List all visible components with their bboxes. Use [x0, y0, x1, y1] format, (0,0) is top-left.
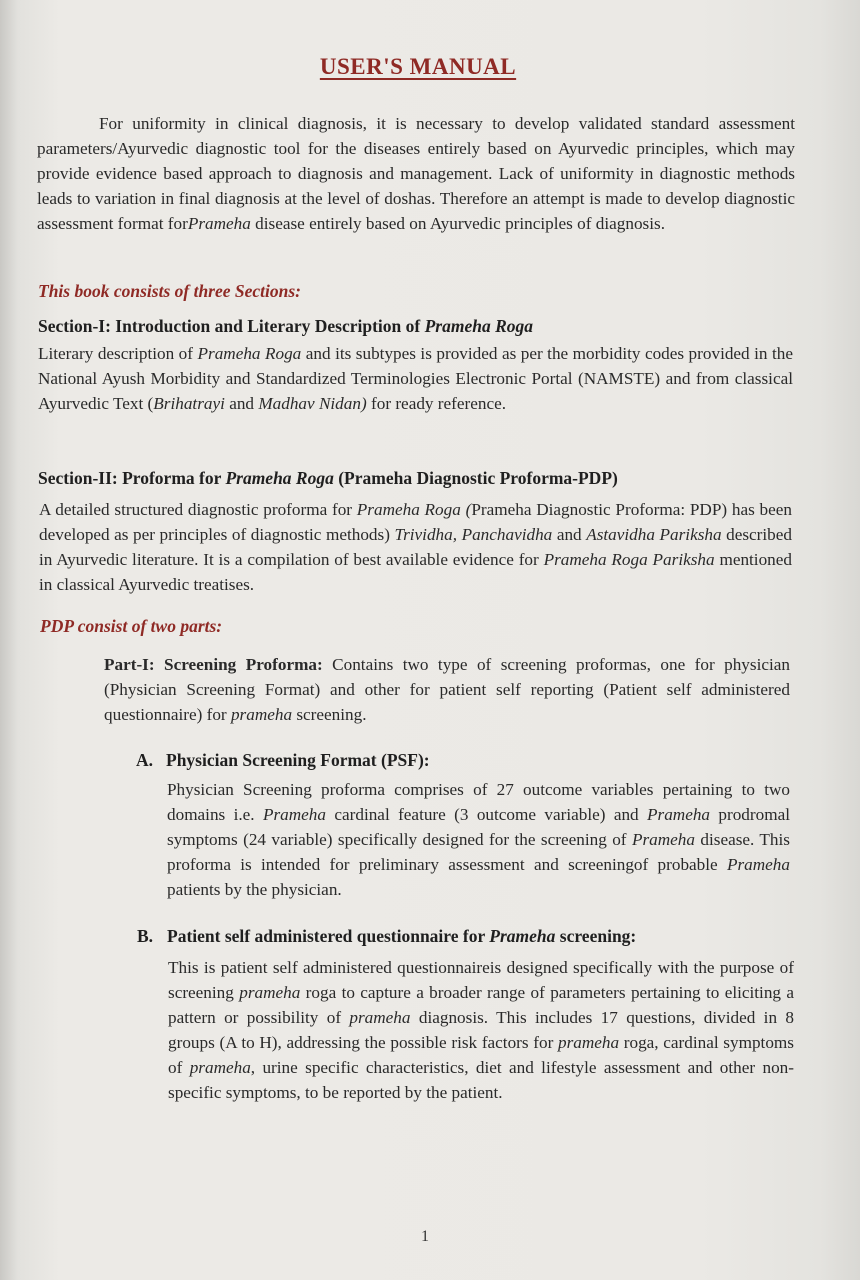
- subsection-b-heading: B. Patient self administered questionnaire for Prameha screening:: [137, 926, 637, 946]
- part1-paragraph: Part-I: Screening Proforma: Contains two type of screening proformas, one for physician (Physician Screening Format) and other for patient self reporting (Patient self administered questionnaire) for prameha screening.: [104, 655, 790, 724]
- sections-heading: This book consists of three Sections:: [38, 281, 302, 301]
- intro-paragraph: [37, 111, 795, 236]
- page-title: USER'S MANUAL: [319, 54, 517, 79]
- subsection-a-paragraph: Physician Screening proforma comprises of 27 outcome variables pertaining to two domains i.e. Prameha cardinal feature (3 outcome variable) and Prameha prodromal symptoms (24 variable) specifically designed for the screening of Prameha disease. This proforma is intended for preliminary assessment and screeningof probable Prameha patients by the physician.: [167, 780, 790, 899]
- section1-heading: Section-I: Introduction and Literary Description of Prameha Roga: [38, 316, 534, 336]
- intro-italic: Prameha: [187, 214, 251, 233]
- intro-text-end: disease entirely based on Ayurvedic principles of diagnosis.: [250, 214, 666, 233]
- section1-paragraph: Literary description of Prameha Roga and its subtypes is provided as per the morbidity codes provided in the National Ayush Morbidity and Standardized Terminologies Electronic Portal (NAMSTE) and from classical Ayurvedic Text (Brihatrayi and Madhav Nidan) for ready reference.: [38, 344, 793, 413]
- intro-text: For uniformity in clinical diagnosis, it is necessary to develop validated standard assessment parameters/Ayurvedic diagnostic tool for the diseases entirely based on Ayurvedic principles, which may provide evidence based approach to diagnosis and management. Lack of uniformity in diagnostic methods leads to variation in final diagnosis at the level of doshas. Therefore an attempt is made to develop diagnostic assessment format for: [37, 114, 795, 233]
- subsection-b-paragraph: This is patient self administered questionnaireis designed specifically with the purpose of screening prameha roga to capture a broader range of parameters pertaining to eliciting a pattern or possibility of prameha diagnosis. This includes 17 questions, divided in 8 groups (A to H), addressing the possible risk factors for prameha roga, cardinal symptoms of prameha, urine specific characteristics, diet and lifestyle assessment and other non-specific symptoms, to be reported by the patient.: [168, 958, 794, 1102]
- part1-label: Part-I: Screening Proforma:: [104, 655, 323, 674]
- page-number: 1: [421, 1228, 429, 1245]
- section2-heading: Section-II: Proforma for Prameha Roga (Prameha Diagnostic Proforma-PDP): [38, 468, 618, 488]
- section2-paragraph: A detailed structured diagnostic proforma for Prameha Roga (Prameha Diagnostic Proforma: PDP) has been developed as per principles of diagnostic methods) Trividha, Panchavidha and Astavidha Pariksha described in Ayurvedic literature. It is a compilation of best available evidence for Prameha Roga Pariksha mentioned in classical Ayurvedic treatises.: [39, 500, 792, 594]
- subsection-a-heading: A. Physician Screening Format (PSF):: [136, 750, 430, 770]
- pdp-heading: PDP consist of two parts:: [40, 616, 223, 636]
